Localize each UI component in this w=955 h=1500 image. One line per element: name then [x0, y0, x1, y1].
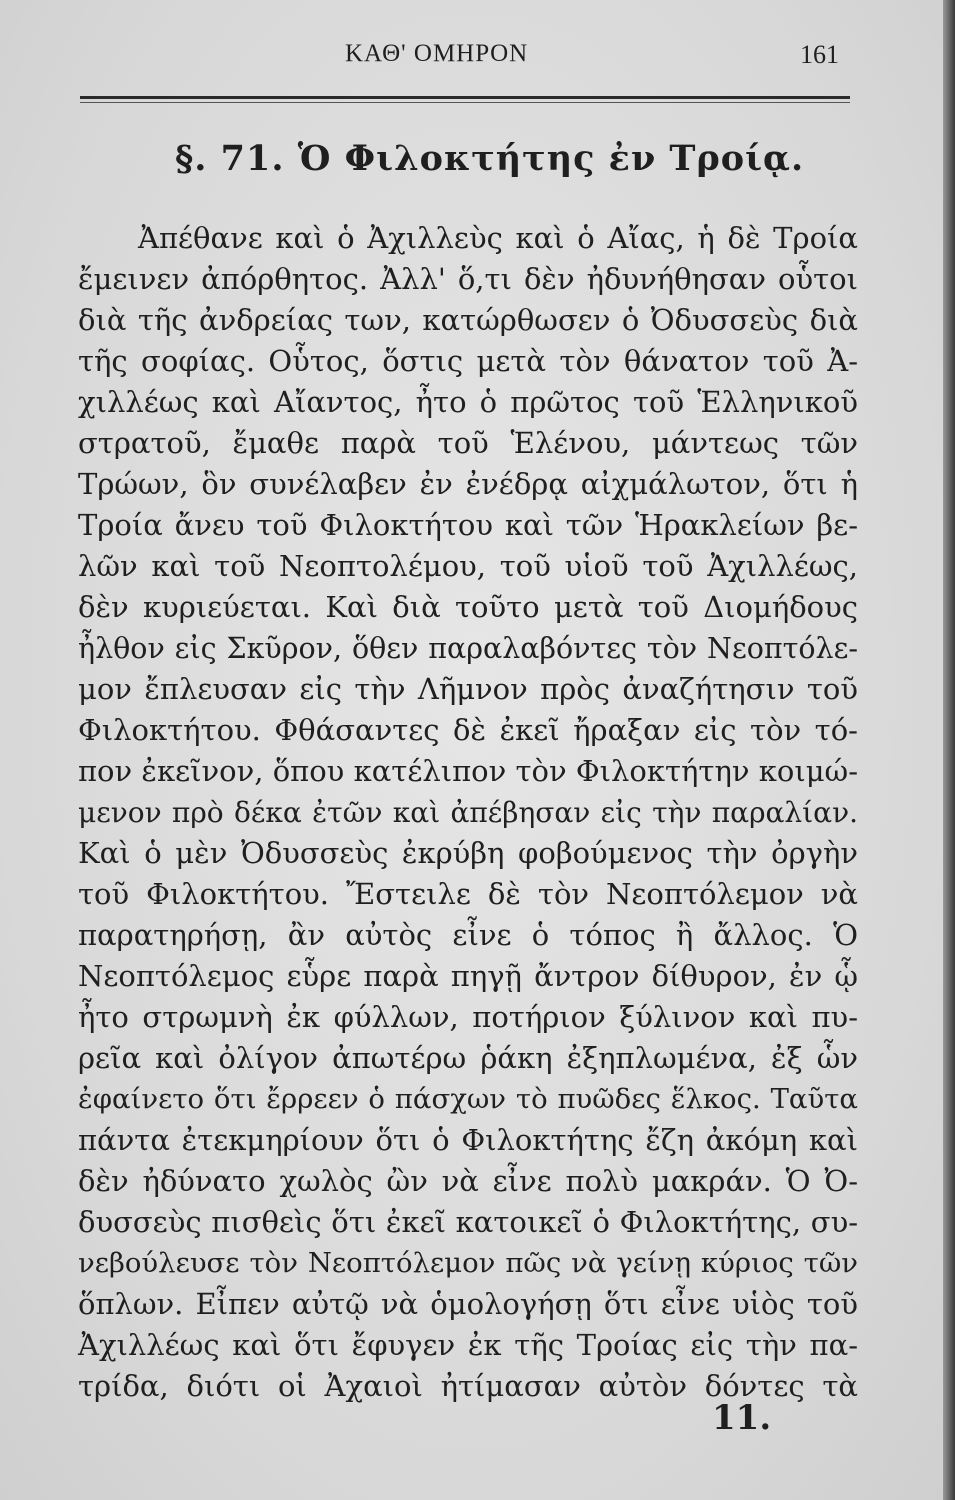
body-text: [78, 218, 858, 1407]
running-head: [0, 40, 945, 80]
section-heading: §. 71. Ὁ Φιλοκτήτης ἐν Τροίᾳ.: [175, 138, 805, 179]
text-line: διὰ τῆς ἀνδρείας των, κατώρθωσεν ὁ Ὀδυσσεὺς διὰ: [78, 303, 858, 337]
header-rule: [80, 96, 850, 99]
text-line: τοῦ Φιλοκτήτου. Ἔστειλε δὲ τὸν Νεοπτόλεμον νὰ: [78, 877, 858, 911]
text-line: Ἀχιλλέως καὶ ὅτι ἔφυγεν ἐκ τῆς Τροίας εἰς τὴν πα-: [78, 1328, 858, 1362]
text-line: Ἀπέθανε καὶ ὁ Ἀχιλλεὺς καὶ ὁ Αἴας, ἡ δὲ Τροία: [138, 221, 858, 255]
text-line: Καὶ ὁ μὲν Ὀδυσσεὺς ἐκρύβη φοβούμενος τὴν ὀργὴν: [78, 836, 858, 870]
text-line: ἦτο στρωμνὴ ἐκ φύλλων, ποτήριον ξύλινον καὶ πυ-: [78, 1000, 858, 1034]
text-line: μον ἔπλευσαν εἰς τὴν Λῆμνον πρὸς ἀναζήτησιν τοῦ: [78, 672, 858, 706]
text-line: δὲν ἠδύνατο χωλὸς ὢν νὰ εἶνε πολὺ μακράν. Ὁ Ὀ-: [78, 1164, 858, 1198]
text-line: Τροία ἄνευ τοῦ Φιλοκτήτου καὶ τῶν Ἡρακλείων βε-: [78, 508, 858, 542]
text-line: δὲν κυριεύεται. Καὶ διὰ τοῦτο μετὰ τοῦ Διομήδους: [78, 590, 858, 624]
text-line: τρίδα, διότι οἱ Ἀχαιοὶ ἠτίμασαν αὐτὸν δόντες τὰ: [78, 1369, 858, 1403]
text-line: ἐφαίνετο ὅτι ἔρρεεν ὁ πάσχων τὸ πυῶδες ἕλκος. Ταῦτα: [78, 1083, 858, 1115]
text-line: πον ἐκεῖνον, ὅπου κατέλιπον τὸν Φιλοκτήτην κοιμώ-: [78, 754, 858, 788]
text-line: Νεοπτόλεμος εὗρε παρὰ πηγῇ ἄντρον δίθυρον, ἐν ᾧ: [78, 959, 858, 993]
signature-mark: 11.: [712, 1398, 772, 1438]
text-line: μενον πρὸ δέκα ἐτῶν καὶ ἀπέβησαν εἰς τὴν παραλίαν.: [78, 796, 858, 829]
text-line: ἦλθον εἰς Σκῦρον, ὅθεν παραλαβόντες τὸν Νεοπτόλε-: [78, 632, 858, 665]
text-line: λῶν καὶ τοῦ Νεοπτολέμου, τοῦ υἱοῦ τοῦ Ἀχιλλέως,: [78, 549, 858, 583]
page-number: 161: [800, 40, 839, 69]
text-line: Τρώων, ὃν συνέλαβεν ἐν ἐνέδρᾳ αἰχμάλωτον, ὅτι ἡ: [78, 467, 858, 501]
text-line: δυσσεὺς πισθεὶς ὅτι ἐκεῖ κατοικεῖ ὁ Φιλοκτήτης, συ-: [78, 1205, 858, 1239]
text-line: ρεῖα καὶ ὀλίγον ἀπωτέρω ῥάκη ἐξηπλωμένα, ἐξ ὧν: [78, 1041, 858, 1075]
text-line: τῆς σοφίας. Οὗτος, ὅστις μετὰ τὸν θάνατον τοῦ Ἀ-: [78, 344, 858, 378]
text-line: παρατηρήσῃ, ἂν αὐτὸς εἶνε ὁ τόπος ἢ ἄλλος. Ὁ: [78, 918, 858, 952]
text-line: πάντα ἐτεκμηρίουν ὅτι ὁ Φιλοκτήτης ἔζη ἀκόμη καὶ: [78, 1123, 858, 1157]
header-rule-thin: [80, 102, 850, 103]
text-line: ὅπλων. Εἶπεν αὐτῷ νὰ ὁμολογήσῃ ὅτι εἶνε υἱὸς τοῦ: [78, 1287, 858, 1321]
text-line: στρατοῦ, ἔμαθε παρὰ τοῦ Ἑλένου, μάντεως τῶν: [78, 426, 858, 460]
spine-shadow: [943, 0, 955, 1500]
text-line: νεβούλευσε τὸν Νεοπτόλεμον πῶς νὰ γείνῃ κύριος τῶν: [78, 1247, 858, 1279]
text-line: Φιλοκτήτου. Φθάσαντες δὲ ἐκεῖ ἤραξαν εἰς τὸν τό-: [78, 713, 858, 747]
text-line: χιλλέως καὶ Αἴαντος, ἦτο ὁ πρῶτος τοῦ Ἑλληνικοῦ: [78, 385, 858, 419]
running-title: ΚΑΘ' ΟΜΗΡΟΝ: [345, 40, 529, 67]
text-line: ἔμεινεν ἀπόρθητος. Ἀλλ' ὅ,τι δὲν ἠδυνήθησαν οὗτοι: [78, 262, 858, 296]
